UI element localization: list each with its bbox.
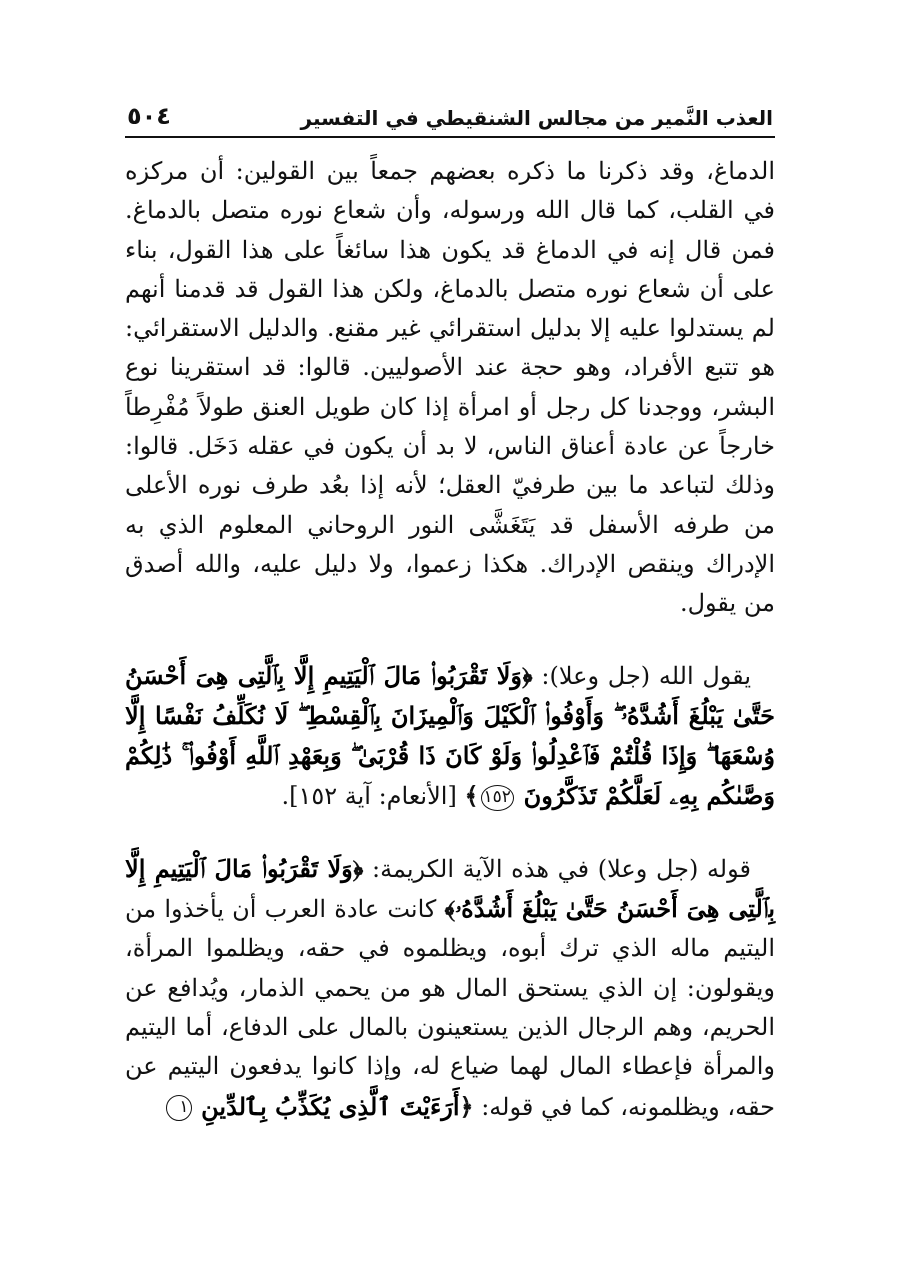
- ayah-number-marker: ١: [166, 1095, 192, 1121]
- page-header: [125, 92, 775, 138]
- paragraph-3: [125, 849, 775, 1127]
- paragraph-1: الدماغ، وقد ذكرنا ما ذكره بعضهم جمعاً بين القولين: أن مركزه في القلب، كما قال الله ورسوله، وأن شعاع نوره متصل بالدماغ. فمن قال إنه في الدماغ قد يكون هذا سائغاً على هذا القول، بناء على أن شعاع نوره متصل بالدماغ، ولكن هذا القول قد قدمنا أنهم لم يستدلوا عليه إلا بدليل استقرائي غير مقنع. والدليل الاستقرائي: هو تتبع الأفراد، وهو حجة عند الأصوليين. قالوا: قد استقرينا نوع البشر، ووجدنا كل رجل أو امرأة إذا كان طويل العنق طولاً مُفْرِطاً خارجاً عن عادة أعناق الناس، لا بد أن يكون في عقله دَخَل. قالوا: وذلك لتباعد ما بين طرفيّ العقل؛ لأنه إذا بعُد طرف نوره الأعلى من طرفه الأسفل قد يَتَغَشَّى النور الروحاني المعلوم الذي به الإدراك وينقص الإدراك. هكذا زعموا، ولا دليل عليه، والله أصدق من يقول.: [125, 157, 775, 618]
- quran-verse: وَلَا تَقْرَبُوا۟ مَالَ ٱلْيَتِيمِ إِلَّا بِٱلَّتِى هِىَ أَحْسَنُ حَتَّىٰ يَبْلُغَ أَشُدَّهُۥ ۖ وَأَوْفُوا۟ ٱلْكَيْلَ وَٱلْمِيزَانَ بِٱلْقِسْطِ ۖ لَا نُكَلِّفُ نَفْسًا إِلَّا وُسْعَهَا ۖ وَإِذَا قُلْتُمْ فَٱعْدِلُوا۟ وَلَوْ كَانَ ذَا قُرْبَىٰ ۖ وَبِعَهْدِ ٱللَّهِ أَوْفُوا۟ ۚ ذَٰلِكُمْ وَصَّىٰكُم بِهِۦ لَعَلَّكُمْ تَذَكَّرُونَ: [125, 660, 775, 811]
- commentary-intro: قوله (جل وعلا) في هذه الآية الكريمة:: [372, 854, 751, 883]
- quran-bracket-close: ﴾: [464, 781, 479, 811]
- verse-reference: [الأنعام: آية ١٥٢].: [281, 782, 457, 811]
- page-body: [125, 152, 775, 1127]
- verse-intro: يقول الله (جل وعلا):: [541, 661, 752, 690]
- paragraph-spacer: [125, 624, 775, 656]
- quran-bracket-open: ﴿: [522, 660, 533, 690]
- paragraph-2: [125, 656, 775, 817]
- quran-verse: أَرَءَيْتَ ٱلَّذِى يُكَذِّبُ بِٱلدِّينِ: [201, 1091, 460, 1121]
- quran-bracket-close: ﴾: [444, 894, 456, 924]
- book-page: [125, 92, 775, 1127]
- ayah-number-marker: ١٥٢: [481, 785, 514, 811]
- page-number: ٥٠٤: [127, 102, 171, 130]
- quran-bracket-open: ﴿: [459, 1091, 474, 1121]
- commentary-text: كانت عادة العرب أن يأخذوا من اليتيم ماله الذي ترك أبوه، ويظلموه في حقه، ويظلموا المرأة، ويقولون: إن الذي يستحق المال هو من يحمي الذمار، ويُدافع عن الحريم، وهم الرجال الذين يستعينون بالمال على الدفاع، أما اليتيم والمرأة فإعطاء المال لهما ضياع له، وإذا كانوا يدفعون اليتيم عن حقه، ويظلمونه، كما في قوله:: [125, 895, 775, 1121]
- running-title: العذب النَّمير من مجالس الشنقيطي في التفسير: [300, 106, 773, 130]
- paragraph-spacer: [125, 817, 775, 849]
- quran-verse: وَلَا تَقْرَبُوا۟ مَالَ ٱلْيَتِيمِ إِلَّا بِٱلَّتِى هِىَ أَحْسَنُ حَتَّىٰ يَبْلُغَ أَشُدَّهُۥ: [125, 853, 775, 924]
- quran-bracket-open: ﴿: [352, 853, 364, 883]
